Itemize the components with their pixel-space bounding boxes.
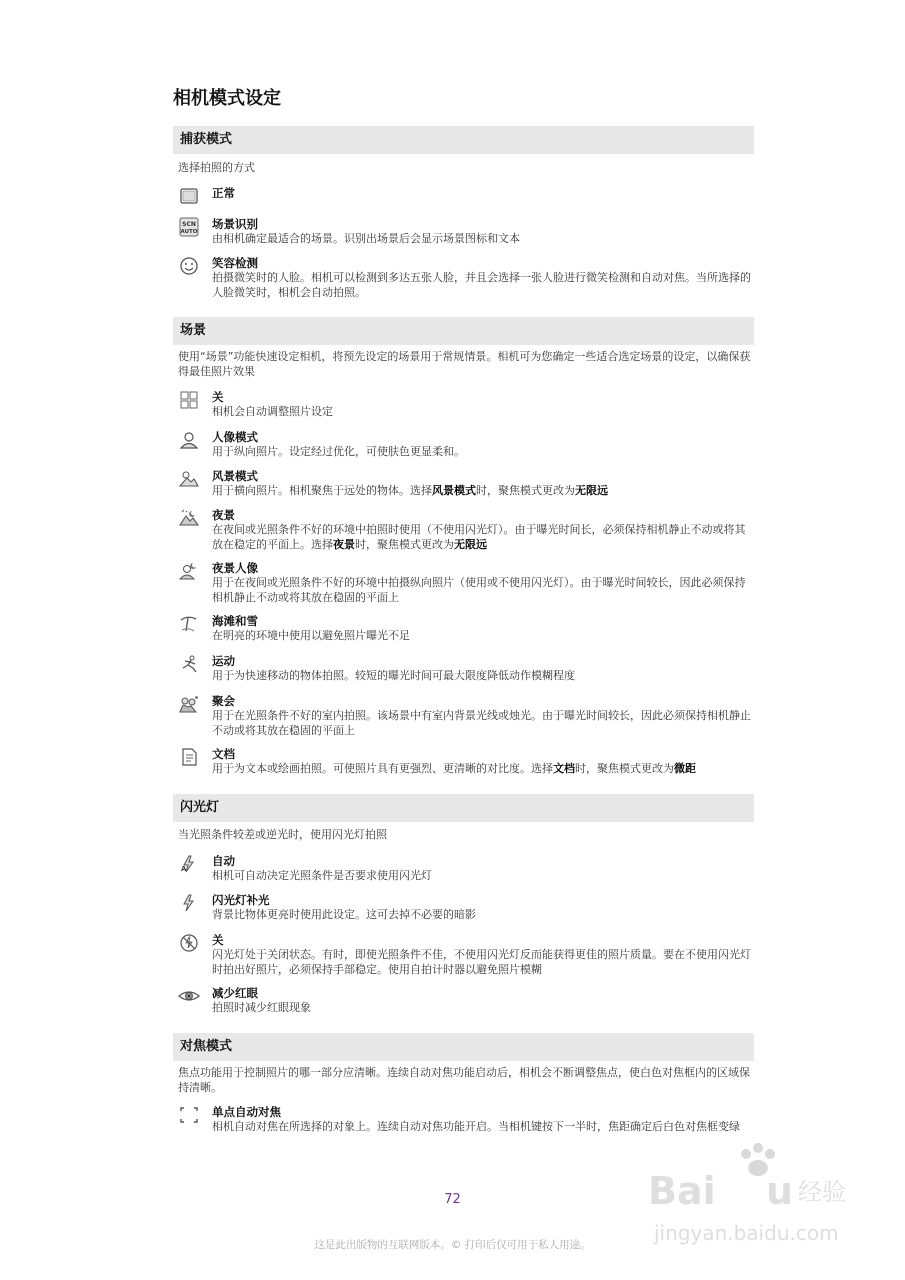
item-name: 运动: [212, 654, 235, 668]
page-number: 72: [444, 1192, 461, 1207]
section-header-scenes: 场景: [173, 317, 754, 345]
svg-text:u: u: [766, 1169, 794, 1213]
item-name: 正常: [212, 186, 235, 200]
item-description: 用于横向照片。相机聚焦于远处的物体。选择风景模式时，聚焦模式更改为无限远: [212, 484, 608, 497]
item-description: 拍摄微笑时的人脸。相机可以检测到多达五张人脸，并且会选择一张人脸进行微笑检测和自动对焦。当所选择的人脸微笑时，相机会自动拍照。: [212, 271, 751, 299]
sports-icon: [178, 654, 200, 674]
item-name: 减少红眼: [212, 986, 258, 1000]
item-description: 闪光灯处于关闭状态。有时，即使光照条件不佳，不使用闪光灯反而能获得更佳的照片质量。要在不使用闪光灯时拍出好照片，必须保持手部稳定。使用自拍计时器以避免照片模糊: [212, 948, 751, 976]
item-name: 夜景人像: [212, 561, 258, 575]
item-description: 在明亮的环境中使用以避免照片曝光不足: [212, 629, 410, 642]
single-autofocus-icon: [178, 1105, 200, 1125]
item-name: 海滩和雪: [212, 614, 258, 628]
landscape-icon: [178, 469, 200, 489]
scene-off-icon: [178, 390, 200, 410]
item-name: 场景识别: [212, 217, 258, 231]
flash-off-icon: [178, 933, 200, 953]
item-name: 单点自动对焦: [212, 1105, 281, 1119]
item-name: 人像模式: [212, 430, 258, 444]
section-header-focus-mode: 对焦模式: [173, 1033, 754, 1061]
flash-auto-icon: [178, 854, 200, 874]
footer-note: 这是此出版物的互联网版本。© 打印后仅可用于私人用途。: [314, 1239, 591, 1251]
item-description: 在夜间或光照条件不好的环境中拍照时使用（不使用闪光灯）。由于曝光时间长，必须保持相机静止不动或将其放在稳定的平面上。选择夜景时，聚焦模式更改为无限远: [212, 523, 746, 551]
night-icon: [178, 508, 200, 528]
smile-icon: [178, 256, 200, 276]
svg-text:Bai: Bai: [648, 1169, 716, 1213]
portrait-icon: [178, 430, 200, 450]
document-icon: [178, 747, 200, 767]
item-description: 背景比物体更亮时使用此设定。这可去掉不必要的暗影: [212, 908, 476, 921]
item-name: 文档: [212, 747, 235, 761]
baidu-jingyan-watermark: [648, 1142, 878, 1252]
flash-intro: 当光照条件较差或逆光时，使用闪光灯拍照: [178, 828, 387, 841]
svg-text:AUTO: AUTO: [180, 229, 198, 235]
scenes-intro: 使用“场景”功能快速设定相机，将预先设定的场景用于常规情景。相机可为您确定一些适合选定场景的设定，以确保获得最佳照片效果: [178, 350, 751, 378]
item-description: 用于为文本或绘画拍照。可使照片具有更强烈、更清晰的对比度。选择文档时，聚焦模式更改为微距: [212, 762, 696, 775]
item-description: 由相机确定最适合的场景。识别出场景后会显示场景图标和文本: [212, 232, 520, 245]
item-description: 相机会自动调整照片设定: [212, 405, 333, 418]
item-description: 用于在光照条件不好的室内拍照。该场景中有室内背景光线或烛光。由于曝光时间较长，因此必须保持相机静止不动或将其放在稳固的平面上: [212, 709, 751, 737]
scene-recognition-icon: [178, 217, 200, 237]
section-header-capture-mode: 捕获模式: [173, 126, 754, 154]
item-description: 用于为快速移动的物体拍照。较短的曝光时间可最大限度降低动作模糊程度: [212, 669, 575, 682]
item-description: 相机自动对焦在所选择的对象上。连续自动对焦功能开启。当相机键按下一半时，焦距确定后白色对焦框变绿: [212, 1120, 740, 1133]
item-name: 关: [212, 933, 224, 947]
party-icon: [178, 694, 200, 714]
red-eye-icon: [178, 986, 200, 1006]
fill-flash-icon: [178, 893, 200, 913]
night-portrait-icon: [178, 561, 200, 581]
item-name: 自动: [212, 854, 235, 868]
normal-frame-icon: [178, 186, 200, 206]
item-description: 相机可自动决定光照条件是否要求使用闪光灯: [212, 869, 432, 882]
item-description: 拍照时减少红眼现象: [212, 1001, 311, 1014]
svg-text:经验: 经验: [798, 1178, 846, 1206]
item-description: 用于在夜间或光照条件不好的环境中拍摄纵向照片（使用或不使用闪光灯）。由于曝光时间较长，因此必须保持相机静止不动或将其放在稳固的平面上: [212, 576, 746, 604]
svg-text:SCN: SCN: [182, 221, 196, 228]
item-description: 用于纵向照片。设定经过优化，可使肤色更显柔和。: [212, 445, 465, 458]
item-name: 闪光灯补光: [212, 893, 270, 907]
focus-mode-intro: 焦点功能用于控制照片的哪一部分应清晰。连续自动对焦功能启动后，相机会不断调整焦点，使白色对焦框内的区域保持清晰。: [178, 1066, 750, 1094]
item-name: 笑容检测: [212, 256, 258, 270]
beach-snow-icon: [178, 614, 200, 634]
capture-mode-intro: 选择拍照的方式: [178, 161, 255, 174]
item-name: 夜景: [212, 508, 235, 522]
page-title: 相机模式设定: [173, 88, 281, 109]
section-header-flash: 闪光灯: [173, 794, 754, 822]
item-name: 关: [212, 390, 224, 404]
watermark-url: jingyan.baidu.com: [654, 1221, 839, 1245]
item-name: 聚会: [212, 694, 235, 708]
svg-text:A: A: [181, 865, 187, 873]
item-name: 风景模式: [212, 469, 258, 483]
